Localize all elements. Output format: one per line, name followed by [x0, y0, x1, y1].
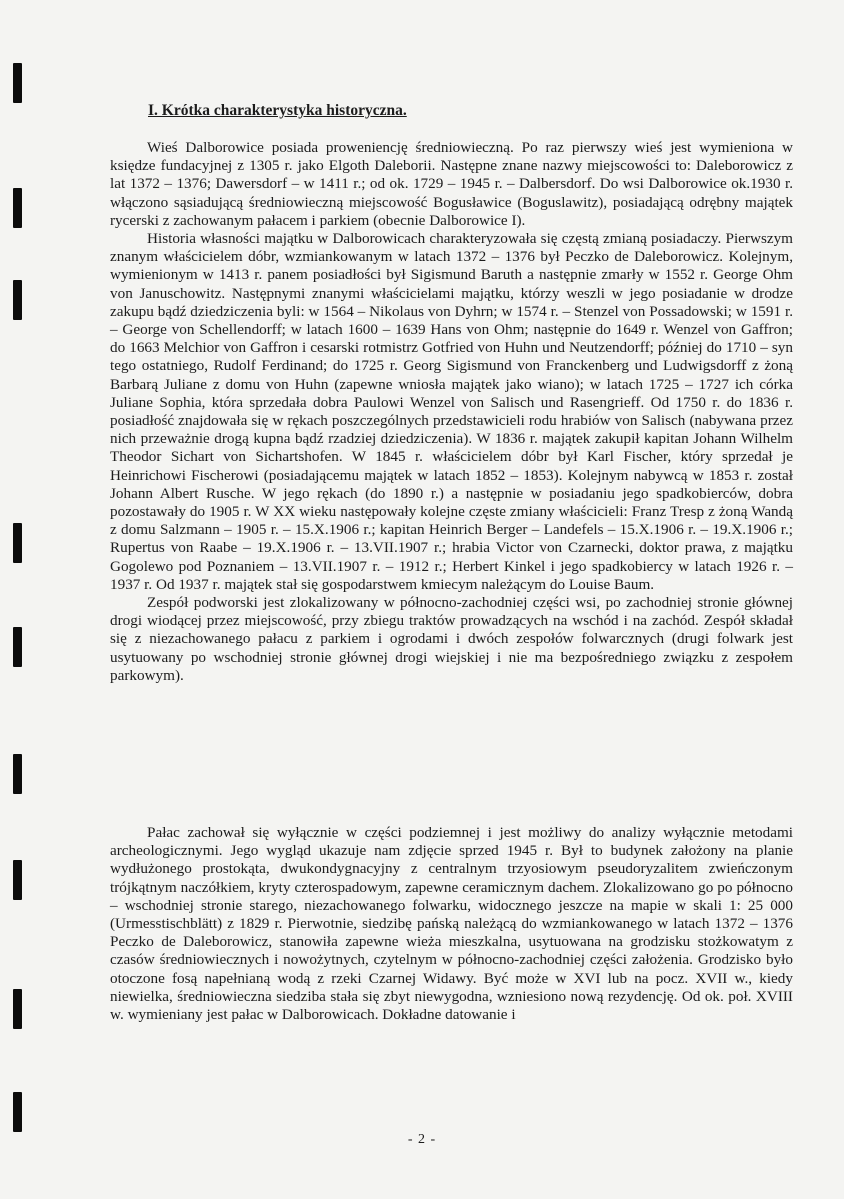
binder-hole-mark [13, 989, 22, 1029]
paragraph-palace-description: Pałac zachował się wyłącznie w części podziemnej i jest możliwy do analizy wyłącznie metodami archeologicznymi. Jego wygląd ukazuje nam zdjęcie sprzed 1945 r. Był to budynek założony na planie wydłużonego prostokąta, dwukondygnacyjny z centralnym trzyosiowym pseudoryzalitem zwieńczonym trójkątnym naczółkiem, kryty czterospadowym, zapewne ceramicznym dachem. Zlokalizowano go po północno – wschodniej stronie starego, niezachowanego folwarku, widocznego jeszcze na mapie w skali 1: 25 000 (Urmesstischblätt) z 1829 r. Pierwotnie, siedzibę pańską należącą do wzmiankowanego w latach 1372 – 1376 Peczko de Daleborowicz, stanowiła zapewne wieża mieszkalna, usytuowana na grodzisku stożkowatym z czasów średniowiecznych i nowożytnych, czytelnym w północno-zachodniej części założenia. Grodzisko było otoczone fosą napełnianą wodą z rzeki Czarnej Widawy. Być może w XVI lub na pocz. XVII w., kiedy niewielka, średniowieczna siedziba stała się zbyt niewygodna, wzniesiono nową rezydencję. Od ok. poł. XVIII w. wymieniany jest pałac w Dalborowicach. Dokładne datowanie i [110, 824, 793, 1024]
section-heading: I. Krótka charakterystyka historyczna. [148, 102, 407, 119]
page-number: - 2 - [407, 1132, 437, 1147]
body-text-lower [110, 824, 793, 1024]
binder-hole-mark [13, 860, 22, 900]
binder-hole-mark [13, 523, 22, 563]
body-text-upper [110, 139, 793, 685]
binder-hole-mark [13, 188, 22, 228]
binder-hole-mark [13, 1092, 22, 1132]
binder-hole-mark [13, 280, 22, 320]
binder-hole-mark [13, 63, 22, 103]
paragraph-ownership-history: Historia własności majątku w Dalborowicach charakteryzowała się częstą zmianą posiadaczy. Pierwszym znanym właścicielem dóbr, wzmiankowanym w latach 1372 – 1376 był Peczko de Daleborowicz. Kolejnym, wymienionym w 1413 r. panem posiadłości był Sigismund Baruth a następnie zmarły w 1552 r. George Ohm von Januschowitz. Następnymi znanymi właścicielami majątku, którzy weszli w jego posiadanie w drodze zakupu bądź dziedziczenia byli: w 1564 – Nikolaus von Dyhrn; w 1574 r. – Stenzel von Possadowski; w 1591 r. – George von Schellendorff; w latach 1600 – 1639 Hans von Ohm; następnie do 1649 r. Wenzel von Gaffron; do 1663 Melchior von Gaffron i cesarski rotmistrz Gotfried von Huhn und Neutzendorff; później do 1710 – syn tego ostatniego, Rudolf Ferdinand; do 1725 r. Georg Sigismund von Franckenberg und Ludwigsdorff z żoną Barbarą Juliane z domu von Huhn (zapewne wniosła majątek jako wiano); w latach 1725 – 1727 ich córka Juliane Sophia, która sprzedała dobra Paulowi Wenzel von Salisch und Rasengrieff. Od 1750 r. do 1836 r. posiadłość znajdowała się w rękach poszczególnych przedstawicieli rodu hrabiów von Salisch (nabywana przez nich przeważnie drogą kupna bądź rzadziej dziedziczenia). W 1836 r. majątek zakupił kapitan Johann Wilhelm Theodor Sichart von Sichartshofen. W 1845 r. właścicielem dóbr był Karl Fischer, który sprzedał je Heinrichowi Fischerowi (posiadającemu majątek w latach 1852 – 1853). Kolejnym nabywcą w 1853 r. został Johann Albert Rusche. W jego rękach (do 1890 r.) a następnie w posiadaniu jego spadkobierców, dobra pozostawały do 1905 r. W XX wieku następowały kolejne częste zmiany właścicieli: Franz Tresp z żoną Wandą z domu Salzmann – 1905 r. – 15.X.1906 r.; kapitan Heinrich Berger – Landefels – 15.X.1906 r. – 19.X.1906 r.; Rupertus von Raabe – 19.X.1906 r. – 13.VII.1907 r.; hrabia Victor von Czarnecki, doktor prawa, z majątku Gogolewo pod Poznaniem – 13.VII.1907 r. – 1912 r.; Herbert Kinkel i jego spadkobiercy w latach 1926 r. – 1937 r. Od 1937 r. majątek stał się gospodarstwem kmiecym należącym do Louise Baum. [110, 230, 793, 593]
binder-hole-mark [13, 754, 22, 794]
binder-hole-mark [13, 627, 22, 667]
paragraph-village-origin: Wieś Dalborowice posiada proweniencję średniowieczną. Po raz pierwszy wieś jest wymieniona w księdze fundacyjnej z 1305 r. jako Elgoth Daleborii. Następne znane nazwy miejscowości to: Daleborowicz z lat 1372 – 1376; Dawersdorf – w 1411 r.; od ok. 1729 – 1945 r. – Dalbersdorf. Do wsi Dalborowice ok.1930 r. włączono sąsiadującą średniowieczną miejscowość Bogusławice (Boguslawitz), posiadającą odrębny majątek rycerski z zachowanym pałacem i parkiem (obecnie Dalborowice I). [110, 139, 793, 229]
binder-punch-marks [0, 0, 30, 1199]
paragraph-manor-complex: Zespół podworski jest zlokalizowany w północno-zachodniej części wsi, po zachodniej stronie głównej drogi wiodącej przez miejscowość, przy zbiegu traktów prowadzących na wschód i na zachód. Zespół składał się z niezachowanego pałacu z parkiem i ogrodami i dwóch zespołów folwarcznych (drugi folwark jest usytuowany po wschodniej stronie głównej drogi wiejskiej i nie ma bezpośredniego związku z zespołem parkowym). [110, 594, 793, 684]
